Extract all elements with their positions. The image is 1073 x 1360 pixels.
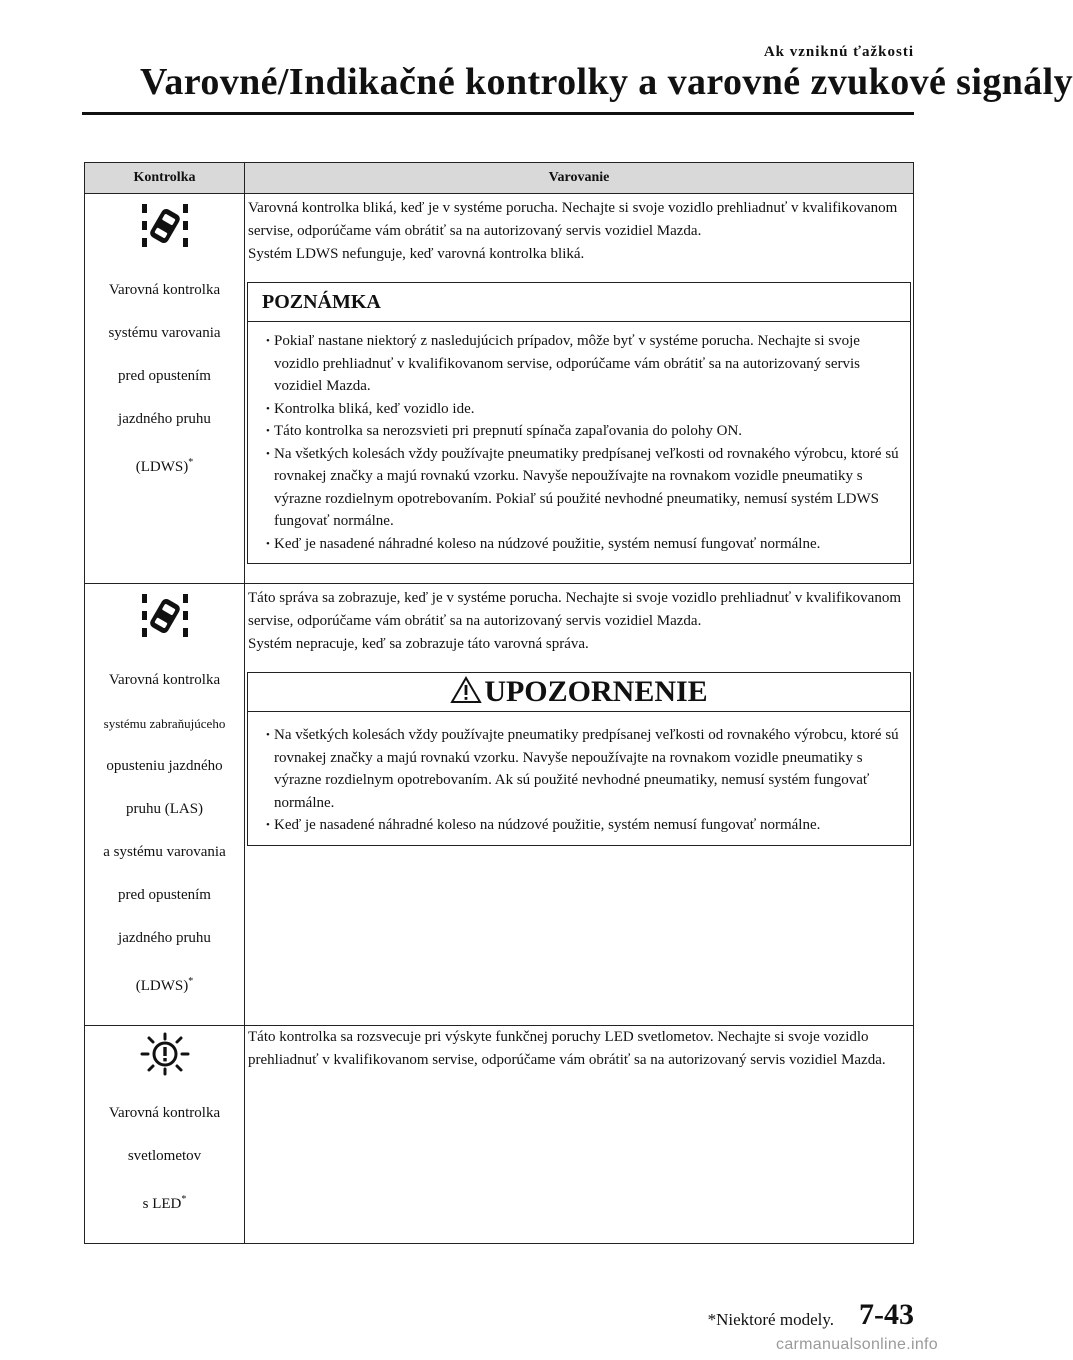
col-header-indicator: Kontrolka — [85, 163, 245, 194]
name-line — [89, 452, 240, 479]
col-header-warning: Varovanie — [245, 163, 914, 194]
name-line: a systému varovania — [103, 843, 226, 860]
list-item: • Kontrolka bliká, keď vozidlo ide. — [266, 398, 902, 421]
lane-assist-warning-icon — [139, 590, 191, 642]
list-item: • Keď je nasadené náhradné koleso na núdzové použitie, systém nemusí fungovať normálne. — [266, 814, 902, 837]
list-item: • Na všetkých kolesách vždy používajte pneumatiky predpísanej veľkosti od rovnakého výrobcu, ktoré sú rovnakej značky a majú rovnakú vzorku. Navyše nepoužívajte na rovnakom vozidle pneumatiky s výrazne rozdielnym opotrebovaním. Pokiaľ sú použité nevhodné pneumatiky, nemusí systém LDWS fungovať normálne. — [266, 443, 902, 533]
indicator-name — [89, 648, 240, 1019]
name-line: pred opustením — [118, 367, 211, 384]
caution-box — [247, 672, 911, 846]
indicator-name — [89, 258, 240, 500]
table-row — [85, 1025, 914, 1244]
footnote: *Niektoré modely. — [707, 1310, 834, 1329]
note-title: POZNÁMKA — [248, 283, 910, 322]
warning-triangle-icon — [450, 676, 482, 704]
warning-text: Varovná kontrolka bliká, keď je v systéme porucha. Nechajte si svoje vozidlo prehliadnuť v kvalifikovanom servise, odporúčame vám obrátiť sa na autorizovaný servis vozidiel Mazda. Systém LDWS nefunguje, keď varovná kontrolka bliká. — [248, 200, 898, 262]
name-line: pred opustením — [118, 886, 211, 903]
caution-title: UPOZORNENIE — [484, 675, 708, 708]
name-line: Varovná kontrolka — [108, 281, 221, 298]
warning-text: Táto kontrolka sa rozsvecuje pri výskyte funkčnej poruchy LED svetlometov. Nechajte si svoje vozidlo prehliadnuť v kvalifikovanom servise, odporúčame vám obrátiť sa na autorizovaný servis vozidiel Mazda. — [248, 1028, 886, 1068]
note-box — [247, 282, 911, 564]
list-item: • Pokiaľ nastane niektorý z nasledujúcich prípadov, môže byť v systéme porucha. Nechajte si svoje vozidlo prehliadnuť v kvalifikovanom servise, odporúčame vám obrátiť sa na autorizovaný servis vozidiel Mazda. — [266, 330, 902, 398]
name-line: systému zabraňujúceho — [103, 715, 226, 731]
title-rule — [82, 112, 914, 115]
name-line: Varovná kontrolka — [108, 1105, 221, 1121]
warning-text: Táto správa sa zobrazuje, keď je v systéme porucha. Nechajte si svoje vozidlo prehliadnuť v kvalifikovanom servise, odporúčame vám obrátiť sa na autorizovaný servis vozidiel Mazda. Systém nepracuje, keď sa zobrazuje táto varovná správa. — [248, 590, 901, 652]
name-line: opusteniu jazdného — [106, 757, 223, 774]
name-line: Varovná kontrolka — [108, 671, 221, 688]
page-number: 7-43 — [859, 1298, 914, 1331]
table-header-row — [85, 163, 914, 194]
warning-cell — [245, 194, 914, 584]
table-row — [85, 584, 914, 1026]
note-body — [248, 322, 910, 563]
name-line: svetlometov — [127, 1148, 202, 1164]
footnote-star: * — [181, 1194, 187, 1205]
section-title: Ak vzniknú ťažkosti — [763, 44, 914, 60]
list-item: • Keď je nasadené náhradné koleso na núdzové použitie, systém nemusí fungovať normálne. — [266, 533, 902, 556]
name-line-text: (LDWS) — [135, 977, 189, 994]
name-line: jazdného pruhu — [118, 410, 211, 427]
name-line — [89, 971, 240, 998]
list-item: • Táto kontrolka sa nerozsvieti pri prepnutí spínača zapaľovania do polohy ON. — [266, 420, 902, 443]
list-item: • Na všetkých kolesách vždy používajte pneumatiky predpísanej veľkosti od rovnakého výrobcu, ktoré sú rovnakej značky a majú rovnakú vzorku. Navyše nepoužívajte na rovnakom vozidle pneumatiky s výrazne rozdielnym opotrebovaním. Ak sú použité nevhodné pneumatiky, nemusí systém fungovať normálne. — [266, 724, 902, 814]
name-line-text: s LED — [142, 1196, 182, 1212]
caution-header — [248, 673, 910, 712]
led-headlight-warning-icon — [139, 1032, 191, 1076]
indicator-cell — [85, 194, 245, 584]
warning-lights-table — [84, 162, 914, 1244]
name-line: pruhu (LAS) — [125, 800, 204, 817]
footnote-star: * — [188, 975, 194, 987]
indicator-name — [89, 1082, 240, 1238]
table-row — [85, 194, 914, 584]
name-line-text: (LDWS) — [135, 458, 189, 475]
warning-cell — [245, 1025, 914, 1244]
lane-departure-warning-icon — [139, 200, 191, 252]
name-line — [89, 1189, 240, 1216]
caution-body — [248, 712, 910, 845]
name-line: systému varovania — [108, 324, 221, 341]
indicator-cell — [85, 1025, 245, 1244]
indicator-cell — [85, 584, 245, 1026]
footnote-star: * — [188, 456, 194, 468]
warning-cell — [245, 584, 914, 1026]
page-title: Varovné/Indikačné kontrolky a varovné zvukové signály — [140, 61, 1073, 103]
name-line: jazdného pruhu — [118, 929, 211, 946]
watermark: carmanualsonline.info — [776, 1336, 938, 1353]
